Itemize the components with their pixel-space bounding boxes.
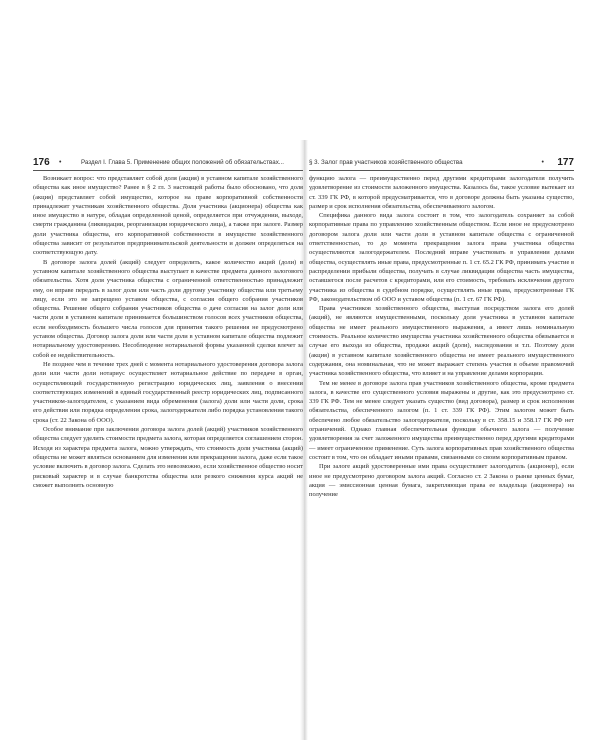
- left-page-number: 176: [33, 157, 50, 168]
- right-page-number: 177: [557, 157, 574, 168]
- left-running-head: [33, 156, 303, 171]
- right-page: [309, 156, 574, 499]
- left-paragraph-1: Возникает вопрос: что представляет собой доля (акция) в уставном капитале хозяйственного общества как иное имущество? Ранее в § 2 гл. 3 настоящей работы было обосновано, что доля (акция) представляет собой имущество, которое на праве корпоративной собственности принадлежит участникам хозяйственного общества. Доля участника (акционера) общества как иное имущество в натуре, обладая определенной ценой, определяется при отчуждении, выходе, смерти гражданина (ликвидации, реорганизации юридического лица), а также при залоге. Размер доли участника общества, его корпоративной собственности в имуществе хозяйственного общества зависит от результатов предпринимательской деятельности и должен определяться на соответствующую дату.: [33, 175, 303, 257]
- left-bullet: •: [59, 159, 62, 166]
- left-paragraph-2: В договоре залога долей (акций) следует определить, какое количество акций (доли) в уставном капитале хозяйственного общества выступает в качестве предмета данного залогового обязательства. Хотя доля участника общества с ограниченной ответственностью принадлежит ему, он вправе передать в залог доли или часть доли другому участнику общества или третьему лицу, если это не запрещено уставом общества, с согласия общего собрания участников общества. Решение общего собрания участников общества о даче согласия на залог доли или части доли в уставном капитале принимается большинством голосов всех участников общества, если необходимость большего числа голосов для принятия такого решения не предусмотрено уставом общества. Договор залога доли или части доли в уставном капитале общества подлежит нотариальному удостоверению. Несоблюдение нотариальной формы указанной сделки влечет за собой ее недействительность.: [33, 258, 303, 359]
- right-paragraph-1: функцию залога — преимущественно перед другими кредиторами залогодателя получить удовлетворение из стоимости заложенного имущества. Казалось бы, такое условие вытекает из ст. 339 ГК РФ, в которой предусматривается, что в договоре должны быть указаны существо, размер и срок исполнения обязательства, обеспечиваемого залогом.: [309, 175, 574, 210]
- left-body-text: [33, 174, 303, 490]
- left-page: [33, 156, 303, 490]
- right-running-head-text: § 3. Залог прав участников хозяйственного общества: [309, 159, 463, 166]
- right-paragraph-2: Специфика данного вида залога состоит в том, что залогодатель сохраняет за собой корпоративные права по управлению хозяйственным обществом. Если иное не предусмотрено договором залога доли или части доли в уставном капитале общества с ограниченной ответственностью, то до момента прекращения залога права участника общества осуществляются залогодержателем. Последний вправе участвовать в управлении делами общества, осуществлять иные права, предусмотренные п. 1 ст. 65.2 ГК РФ, принимать участие в распределении прибыли общества, получать в случае ликвидации общества часть имущества, оставшегося после расчетов с кредиторами, или его стоимость, требовать исключения другого участника из общества в судебном порядке, осуществлять иные права, предусмотренные ГК РФ, законодательством об ООО и уставом общества (п. 1 ст. 67 ГК РФ).: [309, 212, 574, 303]
- left-paragraph-3: Не позднее чем в течение трех дней с момента нотариального удостоверения договора залога доли или части доли нотариус осуществляет нотариальное действие по передаче в орган, осуществляющий государственную регистрацию юридических лиц, заявления о внесении соответствующих изменений в единый государственный реестр юридических лиц, подписанного участником-залогодателем, с указанием вида обременения (залога) доли или части доли, срока его действия или порядка определения срока, залогодержателя либо порядка установления такого срока (ст. 22 Закона об ООО).: [33, 360, 303, 424]
- right-paragraph-5: При залоге акций удостоверенные ими права осуществляет залогодатель (акционер), если иное не предусмотрено договором залога акций. Согласно ст. 2 Закона о рынке ценных бумаг, акция — эмиссионная ценная бумага, закрепляющая права ее владельца (акционера) на получение: [309, 463, 574, 499]
- left-running-head-text: Раздел I. Глава 5. Применение общих положений об обязательствах...: [81, 159, 284, 166]
- right-running-head: [309, 156, 574, 171]
- right-body-text: [309, 174, 574, 499]
- right-bullet: •: [541, 159, 544, 166]
- right-paragraph-4: Тем не менее в договоре залога прав участников хозяйственного общества, кроме предмета залога, в качестве его существенного условия выражены и другие, как это предусмотрено ст. 339 ГК РФ. Тем не менее следует указать существо (вид договора), размер и срок исполнения обязательства, обеспеченного залогом (п. 1 ст. 339 ГК РФ). Этим залогом может быть обеспечено любое обязательство залогодержателя, поскольку в ст. 358.15 и 358.17 ГК РФ нет ограничений. Однако главная обеспечительная функция обычного залога — получение удовлетворения за счет заложенного имущества преимущественно перед другими кредиторами — имеет ограниченное применение. Суть залога корпоративных прав хозяйственного общества состоит в том, что он обладает иными правами, связанными со своим корпоративным правом.: [309, 379, 574, 461]
- left-paragraph-4: Особое внимание при заключении договора залога долей (акций) участников хозяйственного общества следует уделить стоимости предмета залога, которая определяется соглашением сторон. Исходя из характера предмета залога, можно утверждать, что стоимость доли участника (акций) общества не может являться основанием для изменения или прекращения залога, даже если такое условие включить в договор залога. Сделать это невозможно, если хозяйственное общество носит рисковый характер и в случае банкротства общества или резкого снижения курса акций не сможет выполнить основную: [33, 426, 303, 489]
- right-paragraph-3: Права участников хозяйственного общества, выступая посредством залога его долей (акций), не являются имущественными, поскольку доля участника в уставном капитале общества не имеет реального имущественного выражения, а имеет лишь номинальную стоимость. Реальное количество имущества участника хозяйственного общества обязывается в случае его выхода из общества, продажи акций (доли), наследования и т.п. Поэтому доля (акция) в уставном капитале хозяйственного общества не имеет реального имущественного содержания, она номинальная, что не может выражает степень участия в объеме правомочий участника хозяйственного общества, что влияет и на управление делами корпорации.: [309, 305, 574, 378]
